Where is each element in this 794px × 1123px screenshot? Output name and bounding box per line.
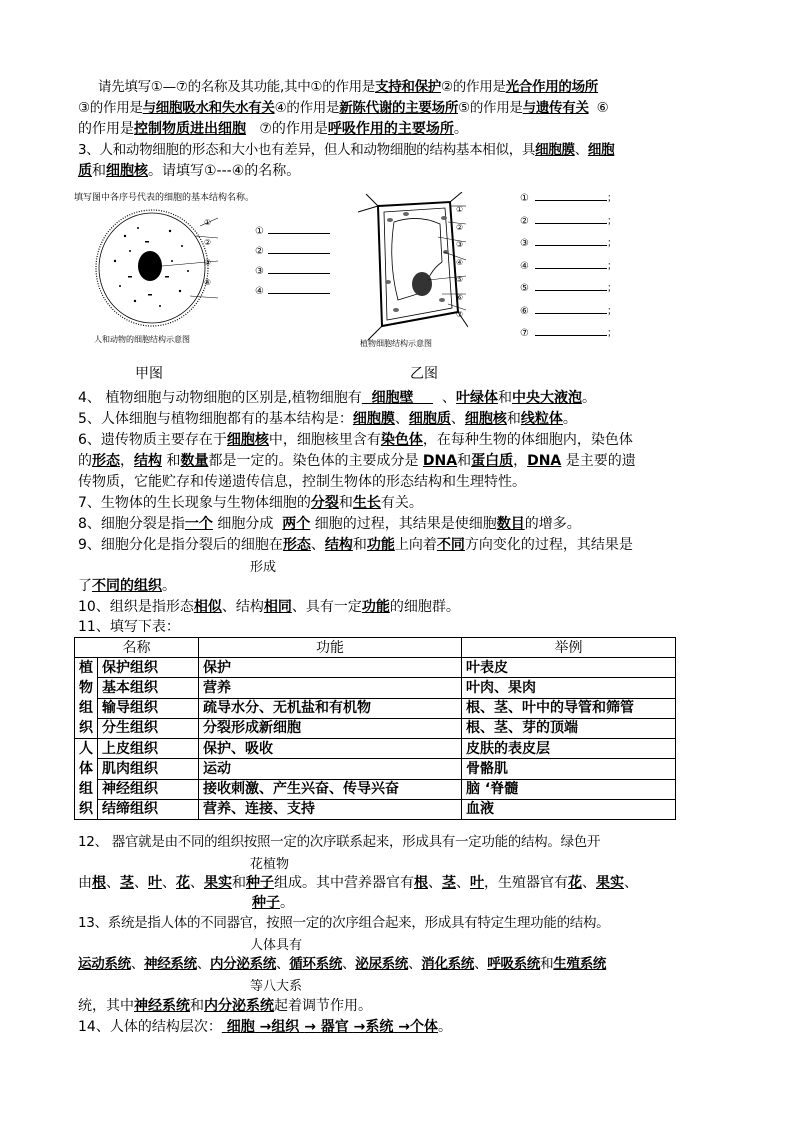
cell-example: 根、茎、叶中的导管和筛管 [462, 698, 676, 718]
text: 的作用是 [78, 121, 134, 137]
text: ； [606, 260, 617, 272]
p13-line2 [78, 954, 718, 974]
figure-title: 填写图中各序号代表的细胞的基本结构名称。 [74, 193, 255, 203]
text: 请先填写①—⑦的名称及其功能,其中①的作用是 [98, 79, 375, 95]
p13-continuation-1: 人体具有 [250, 938, 303, 953]
text: 、 [342, 956, 356, 972]
answer: 相同 [263, 599, 292, 615]
p6-line3 [78, 472, 718, 492]
text: 、 [190, 875, 204, 891]
nucleus [412, 272, 432, 296]
table-row [75, 799, 676, 819]
text: ； [606, 305, 617, 317]
answer: 器官 [320, 1019, 349, 1035]
blank-row [520, 323, 617, 346]
answer: 消化系统 [421, 956, 475, 972]
label: ④ [204, 278, 212, 287]
text: ②的作用是 [441, 79, 506, 95]
answer: 形态 [92, 453, 120, 469]
answer: 细胞质 [408, 411, 451, 427]
text: 6、遗传物质主要存在于 [78, 432, 227, 448]
plant-diagram-labels [456, 201, 463, 324]
answer-1: 支持和保护 [375, 79, 441, 95]
answer: 细胞核 [106, 163, 148, 179]
answer: 一个 [184, 516, 213, 532]
text: ， [120, 453, 134, 469]
p9-line2 [78, 576, 718, 596]
answer [362, 390, 433, 406]
text: 。 [581, 390, 596, 406]
text: ⑥ [596, 100, 609, 116]
group-human: 人体组织 [75, 739, 98, 820]
text: 、 [394, 411, 409, 427]
text: 有关。 [380, 495, 423, 511]
blank-row [520, 233, 617, 256]
answer: 种子 [252, 895, 280, 911]
label: ③ [456, 240, 464, 249]
cell-function: 接收刺激、产生兴奋、传导兴奋 [199, 779, 462, 799]
label: ③ [255, 266, 264, 277]
text: ； [606, 215, 617, 227]
table-row [75, 759, 676, 779]
answer: DNA [527, 453, 562, 469]
answer: 线粒体 [520, 411, 563, 427]
text: 和 [506, 411, 521, 427]
answer: 叶 [470, 875, 484, 891]
text: 。 [280, 895, 294, 911]
table-row [75, 739, 676, 759]
answer: 运动系统 [78, 956, 131, 972]
text: 方向变化的过程，其结果是 [464, 537, 633, 553]
table-row [75, 718, 676, 738]
blank-line[interactable] [268, 253, 330, 254]
blank-line[interactable] [535, 268, 607, 269]
cell-example: 皮肤的表皮层 [462, 739, 676, 759]
cell-name: 神经组织 [98, 779, 199, 799]
p12-line3 [252, 893, 294, 913]
answer: 果实 [596, 875, 624, 891]
blank-row [255, 222, 330, 242]
answer: 内分泌系统 [210, 956, 277, 972]
text: 11、填写下表： [78, 619, 180, 635]
cell-function: 运动 [199, 759, 462, 779]
p3-line1 [78, 140, 718, 160]
answer: 根 [414, 875, 428, 891]
cell-example: 根、茎、芽的顶端 [462, 718, 676, 738]
text: 、 [310, 537, 325, 553]
text: 细胞的过程，其结果是使细胞 [314, 516, 497, 532]
table-row [75, 658, 676, 678]
answer: 功能 [366, 537, 395, 553]
text: 上向着 [394, 537, 437, 553]
group-plant: 植物组织 [75, 658, 98, 739]
p6-line2 [78, 451, 718, 471]
nucleus [138, 251, 162, 281]
text: ； [606, 238, 617, 249]
p9-continuation: 形成 [250, 560, 277, 575]
p1-line3 [78, 119, 718, 139]
text: 都是一定的。染色体的主要成分是 [208, 453, 419, 469]
p10 [78, 597, 718, 617]
header-example: 举例 [462, 638, 676, 658]
animal-diagram-labels [204, 213, 211, 293]
p5 [78, 409, 718, 429]
text: 、 [134, 875, 148, 891]
label: ② [520, 215, 529, 227]
plant-cell-diagram [358, 192, 468, 342]
p4 [78, 388, 718, 408]
text: 、结构 [221, 599, 264, 615]
answer: 相似 [193, 599, 222, 615]
text: 。 [162, 578, 176, 594]
cell-example: 骨骼肌 [462, 759, 676, 779]
answer: 茎 [120, 875, 134, 891]
label: ③ [204, 258, 212, 267]
text: 、 [276, 956, 290, 972]
blank-row [520, 188, 617, 211]
label: ① [255, 226, 264, 237]
cell-figures [70, 186, 730, 380]
text: 细胞分成 [217, 516, 274, 532]
answer: 内分泌系统 [204, 998, 274, 1014]
text: 和 [92, 163, 106, 179]
table-row [75, 698, 676, 718]
blank-row [520, 256, 617, 279]
cell-example: 叶表皮 [462, 658, 676, 678]
p9-line1 [78, 535, 718, 555]
answer-3: 与细胞吸水和失水有关 [142, 100, 275, 116]
label: ⑥ [520, 305, 529, 317]
answer: 茎 [442, 875, 456, 891]
label: ⑤ [520, 283, 529, 294]
answer: 质 [78, 163, 92, 179]
text: 、 [106, 875, 120, 891]
animal-blanks [255, 222, 330, 302]
p14 [78, 1017, 718, 1037]
tissue-table [74, 637, 676, 820]
text: 了 [78, 578, 92, 594]
answer: 细胞 [587, 142, 615, 158]
p12-line2 [78, 873, 718, 893]
blank-line[interactable] [535, 223, 607, 224]
cell-name: 分生组织 [98, 718, 199, 738]
text: 和 [497, 390, 512, 406]
blank-row [255, 282, 330, 302]
answer: 根 [92, 875, 106, 891]
blank-row [520, 211, 617, 234]
text: 、 [474, 956, 488, 972]
answer: 系统 [365, 1019, 394, 1035]
answer: 花 [176, 875, 190, 891]
answer: 生长 [352, 495, 381, 511]
text: ⑤的作用是 [458, 100, 523, 116]
blank-row [520, 301, 617, 324]
answer: 分裂 [310, 495, 339, 511]
text: 、 [450, 411, 465, 427]
cell-name: 上皮组织 [98, 739, 199, 759]
answer-7: 呼吸作用的主要场所 [327, 121, 454, 137]
p11 [78, 617, 718, 637]
text: 10、组织是指形态 [78, 599, 194, 615]
label: ② [204, 238, 212, 247]
answer: 形态 [282, 537, 311, 553]
answer: 结构 [324, 537, 353, 553]
text: 7、生物体的生长现象与生物体细胞的 [78, 495, 311, 511]
text: 、 [624, 875, 638, 891]
answer: 神经系统 [134, 998, 190, 1014]
answer: 神经系统 [144, 956, 197, 972]
answer-6: 控制物质进出细胞 [134, 121, 246, 137]
text: 和 [338, 495, 353, 511]
text: 。 [453, 121, 468, 137]
answer: 染色体 [380, 432, 423, 448]
text: 5、人体细胞与植物细胞都有的基本结构是： [78, 411, 353, 427]
cell-example: 脑 ‘脊髓 [462, 779, 676, 799]
blank-line[interactable] [535, 313, 607, 314]
answer: 果实 [204, 875, 232, 891]
cell-name: 基本组织 [98, 678, 199, 698]
text: 的 [78, 453, 92, 469]
text: ，在每种生物的体细胞内，染色体 [422, 432, 633, 448]
p8 [78, 514, 718, 534]
text: 的细胞群。 [389, 599, 460, 615]
text: ，生殖器官有 [484, 875, 568, 891]
p7 [78, 493, 718, 513]
cell-function: 营养、连接、支持 [199, 799, 462, 819]
cell-name: 结缔组织 [98, 799, 199, 819]
text: 、 [130, 956, 145, 972]
text: 、具有一定 [291, 599, 362, 615]
text: ④的作用是 [274, 100, 340, 116]
text: 、 [196, 956, 211, 972]
text: 和 [352, 537, 367, 553]
answer: 结构 [134, 453, 162, 469]
text: ， [513, 453, 528, 469]
label: ④ [255, 286, 264, 297]
answer: 细胞 [226, 1019, 255, 1035]
answer-4: 新陈代谢的主要场所 [339, 100, 459, 116]
text: 、 [574, 142, 588, 158]
answer: 数目 [496, 516, 525, 532]
blank-line[interactable] [268, 273, 330, 274]
arrow-icon: → [398, 1019, 411, 1035]
label: ⑤ [456, 275, 464, 284]
header-name: 名称 [75, 638, 199, 658]
arrow-icon: → [304, 1019, 316, 1035]
cell-example: 叶肉、果肉 [462, 678, 676, 698]
cell-name: 保护组织 [98, 658, 199, 678]
figure-label-jia: 甲图 [135, 366, 163, 382]
answer-5: 与遗传有关 [522, 100, 589, 116]
text: 、 [582, 875, 596, 891]
blank-line[interactable] [268, 293, 330, 294]
p6-line1 [78, 430, 718, 450]
text: 组成。其中营养器官有 [274, 875, 414, 891]
answer: 泌尿系统 [355, 956, 409, 972]
text: 起着调节作用。 [274, 998, 372, 1014]
answer: 两个 [282, 516, 311, 532]
label: ① [520, 193, 529, 204]
text: 9、细胞分化是指分裂后的细胞在 [78, 537, 283, 553]
text: 4、 植物细胞与动物细胞的区别是,植物细胞有 [78, 390, 362, 406]
blank-line[interactable] [535, 200, 607, 201]
label: ⑥ [456, 292, 464, 302]
text: 、 [162, 875, 176, 891]
p1-line2 [78, 98, 718, 118]
answer: DNA [422, 453, 458, 469]
header-function: 功能 [199, 638, 462, 658]
text: 和 [166, 453, 181, 469]
text: 的增多。 [524, 516, 581, 532]
text: ； [606, 283, 617, 294]
cell-function: 保护 [199, 658, 462, 678]
arrow-icon: → [353, 1019, 366, 1035]
cell-function: 分裂形成新细胞 [199, 718, 462, 738]
label: ① [204, 218, 212, 227]
answer: 呼吸系统 [487, 956, 541, 972]
answer-chain [222, 1019, 438, 1035]
blank-line[interactable] [535, 335, 607, 336]
label: ④ [456, 257, 464, 267]
text: 和 [190, 998, 204, 1014]
blank-row [520, 278, 617, 301]
text: 。 [438, 1019, 453, 1035]
answer: 种子 [246, 875, 274, 891]
label: ③ [520, 238, 529, 249]
text: 统，其中 [78, 998, 134, 1014]
text: 。 [562, 411, 577, 427]
text: 13、系统是指人体的不同器官，按照一定的次序组合起来，形成具有特定生理功能的结构。 [78, 915, 610, 931]
answer: 功能 [361, 599, 390, 615]
animal-caption: 人和动物的细胞结构示意图 [94, 335, 190, 344]
blank-row [255, 242, 330, 262]
plant-blanks [520, 188, 617, 346]
label: ② [456, 222, 464, 232]
cell-name: 输导组织 [98, 698, 199, 718]
text: 14、人体的结构层次： [78, 1019, 222, 1035]
answer: 循环系统 [289, 956, 343, 972]
text: ； [606, 193, 617, 204]
cell-name: 肌肉组织 [98, 759, 199, 779]
text: 是主要的遗 [565, 453, 636, 469]
answer: 细胞核 [226, 432, 269, 448]
label: ⑦ [456, 310, 464, 319]
figure-label-yi: 乙图 [410, 366, 438, 382]
answer: 组织 [271, 1019, 300, 1035]
text: ⑦的作用是 [259, 121, 328, 137]
answer: 不同 [436, 537, 465, 553]
plant-caption: 植物细胞结构示意图 [360, 339, 432, 348]
blank-line[interactable] [268, 233, 330, 234]
label: ① [456, 205, 464, 214]
answer: 个体 [410, 1019, 439, 1035]
label: ⑦ [520, 328, 529, 339]
answer: 细胞膜 [352, 411, 395, 427]
answer: 叶 [148, 875, 162, 891]
blank-row [255, 262, 330, 282]
text: ③的作用是 [78, 100, 143, 116]
answer: 生殖系统 [553, 956, 607, 972]
answer-2: 光合作用的场所 [505, 79, 599, 95]
text: 由 [78, 875, 92, 891]
label: ② [255, 246, 264, 257]
table-row [75, 779, 676, 799]
blank-line[interactable] [535, 290, 607, 291]
text: 、 [428, 875, 442, 891]
answer: 蛋白质 [471, 453, 514, 469]
table-row [75, 678, 676, 698]
p13-continuation-2: 等八大系 [250, 979, 303, 994]
answer-text: 细胞壁 [371, 390, 414, 406]
p12-line1 [78, 832, 718, 852]
text: 8、细胞分裂是指 [78, 516, 185, 532]
text: 和 [540, 956, 554, 972]
text: 中，细胞核里含有 [268, 432, 381, 448]
answer: 细胞膜 [535, 142, 575, 158]
cell-function: 营养 [199, 678, 462, 698]
arrow-icon: → [259, 1019, 272, 1035]
cell-example: 血液 [462, 799, 676, 819]
text: 和 [232, 875, 246, 891]
answer: 细胞核 [464, 411, 507, 427]
text: 传物质，它能贮存和传递遗传信息，控制生物体的形态结构和生理特性。 [78, 474, 526, 490]
blank-line[interactable] [535, 245, 607, 246]
text: 3、人和动物细胞的形态和大小也有差异，但人和动物细胞的结构基本相似，具 [78, 142, 536, 158]
text: 、 [408, 956, 422, 972]
label: ④ [520, 260, 529, 272]
text: 12、 器官就是由不同的组织按照一定的次序联系起来，形成具有一定功能的结构。绿色开 [78, 834, 601, 850]
text: 、 [441, 390, 456, 406]
answer: 花 [568, 875, 582, 891]
text: ； [606, 328, 617, 339]
answer: 数量 [180, 453, 209, 469]
table-header-row [75, 638, 676, 658]
answer: 中央大液泡 [511, 390, 582, 406]
p1-line1 [78, 77, 738, 97]
text: 。请填写①---④的名称。 [148, 163, 301, 179]
cell-function: 保护、吸收 [199, 739, 462, 759]
answer: 不同的组织 [92, 578, 162, 594]
text: 、 [456, 875, 470, 891]
p13-line3 [78, 996, 718, 1016]
p12-continuation: 花植物 [250, 857, 290, 872]
p13-line1 [78, 913, 718, 933]
text: 和 [457, 453, 472, 469]
p3-line2 [78, 161, 718, 181]
answer: 叶绿体 [455, 390, 498, 406]
cell-function: 疏导水分、无机盐和有机物 [199, 698, 462, 718]
